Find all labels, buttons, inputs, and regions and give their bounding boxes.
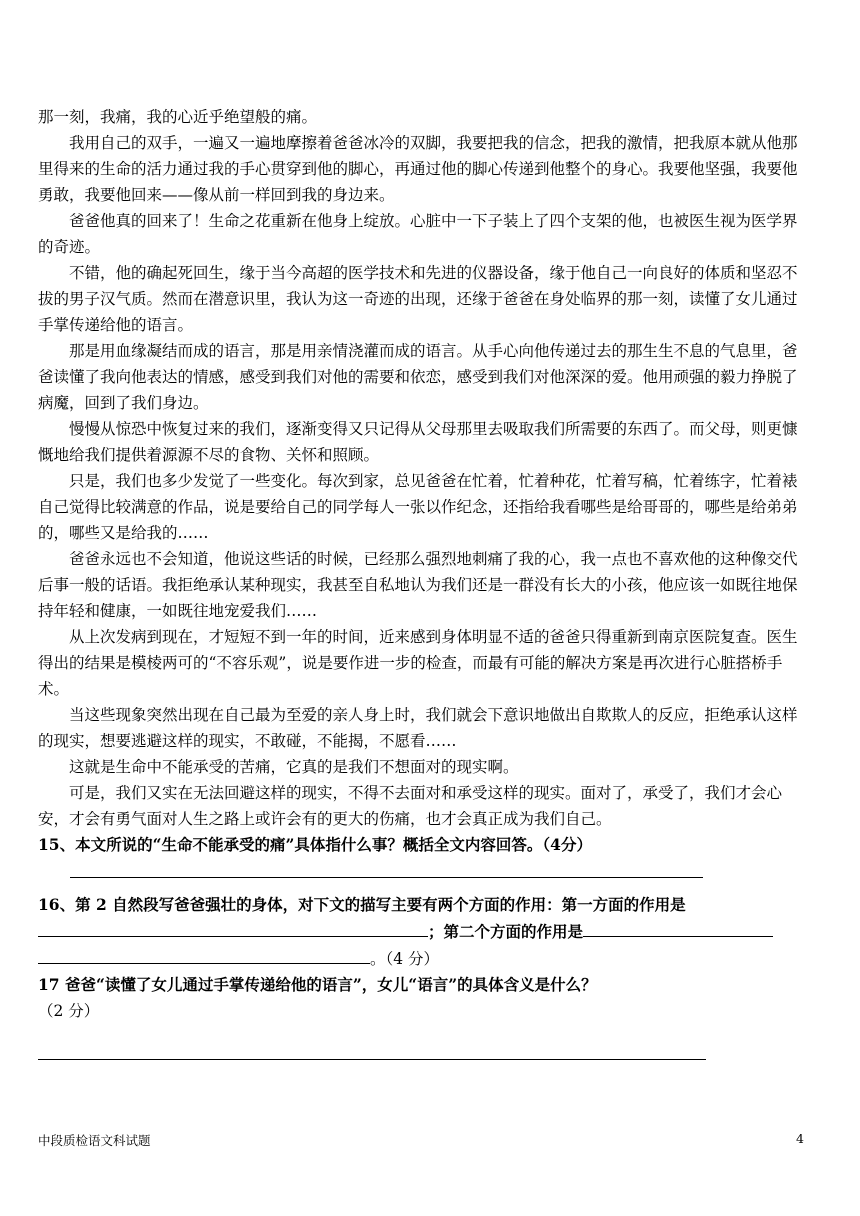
answer-blank-16-second[interactable] [583, 918, 773, 937]
answer-blank-16-first[interactable] [38, 918, 428, 937]
question-16-line-3 [38, 945, 810, 972]
paragraph-8: 爸爸永远也不会知道，他说这些话的时候，已经那么强烈地刺痛了我的心，我一点也不喜欢他的这种像交代后事一般的话语。我拒绝承认某种现实，我甚至自私地认为我们还是一群没有长大的小孩，他应该一如既往地保持年轻和健康，一如既往地宠爱我们…… [38, 550, 798, 620]
paragraph-12: 可是，我们又实在无法回避这样的现实，不得不去面对和承受这样的现实。面对了，承受了，我们才会心安，才会有勇气面对人生之路上或许会有的更大的伤痛，也才会真正成为我们自己。 [38, 784, 783, 828]
question-16-points: 。（4 分） [370, 950, 440, 968]
paragraph-5: 那是用血缘凝结而成的语言，那是用亲情浇灌而成的语言。从手心向他传递过去的那生生不息的气息里，爸爸读懂了我向他表达的情感，感受到我们对他的需要和依恋，感受到我们对他深深的爱。他用顽强的毅力挣脱了病魔，回到了我们身边。 [38, 342, 798, 412]
page-number: 4 [796, 1131, 804, 1146]
paragraph-7: 只是，我们也多少发觉了一些变化。每次到家，总见爸爸在忙着，忙着种花，忙着写稿，忙着练字，忙着裱自己觉得比较满意的作品，说是要给自己的同学每人一张以作纪念，还指给我看哪些是给哥哥的，哪些是给弟弟的，哪些又是给我的…… [38, 472, 798, 542]
paragraph-3: 爸爸他真的回来了！生命之花重新在他身上绽放。心脏中一下子装上了四个支架的他，也被医生视为医学界的奇迹。 [38, 212, 798, 256]
paragraph-1: 那一刻，我痛，我的心近乎绝望般的痛。 [38, 108, 318, 126]
paragraph-6: 慢慢从惊恐中恢复过来的我们，逐渐变得又只记得从父母那里去吸取我们所需要的东西了。而父母，则更慷慨地给我们提供着源源不尽的食物、关怀和照顾。 [38, 420, 798, 464]
paragraph-4: 不错，他的确起死回生，缘于当今高超的医学技术和先进的仪器设备，缘于他自己一向良好的体质和坚忍不拔的男子汉气质。然而在潜意识里，我认为这一奇迹的出现，还缘于爸爸在身处临界的那一刻，读懂了女儿通过手掌传递给他的语言。 [38, 264, 798, 334]
answer-line-17[interactable] [38, 1058, 706, 1060]
footer-title: 中段质检语文科试题 [38, 1133, 151, 1148]
question-16 [38, 892, 810, 945]
question-16-second: ；第二个方面的作用是 [428, 922, 584, 941]
passage [38, 104, 810, 1060]
paragraph-2: 我用自己的双手，一遍又一遍地摩擦着爸爸冰冷的双脚，我要把我的信念，把我的激情，把我原本就从他那里得来的生命的活力通过我的手心贯穿到他的脚心，再通过他的脚心传递到他整个的身心。我要他坚强，我要他勇敢，我要他回来——像从前一样回到我的身边来。 [38, 134, 798, 204]
question-17-points: （2 分） [38, 1002, 100, 1020]
question-16-text: 16、第 2 自然段写爸爸强壮的身体，对下文的描写主要有两个方面的作用：第一方面的作用是 [38, 895, 686, 914]
paragraph-9: 从上次发病到现在，才短短不到一年的时间，近来感到身体明显不适的爸爸只得重新到南京医院复查。医生得出的结果是模棱两可的“不容乐观”，说是要作进一步的检查，而最有可能的解决方案是再次进行心脏搭桥手术。 [38, 628, 798, 698]
answer-blank-16-cont[interactable] [38, 945, 370, 964]
question-17: 17 爸爸“读懂了女儿通过手掌传递给他的语言”，女儿“语言”的具体含义是什么？ [38, 975, 597, 994]
paragraph-10: 当这些现象突然出现在自己最为至爱的亲人身上时，我们就会下意识地做出自欺欺人的反应，拒绝承认这样的现实，想要逃避这样的现实，不敢碰，不能揭，不愿看…… [38, 706, 798, 750]
paragraph-11: 这就是生命中不能承受的苦痛，它真的是我们不想面对的现实啊。 [69, 758, 519, 776]
question-15: 15、本文所说的“生命不能承受的痛”具体指什么事？概括全文内容回答。（4分） [38, 835, 592, 854]
